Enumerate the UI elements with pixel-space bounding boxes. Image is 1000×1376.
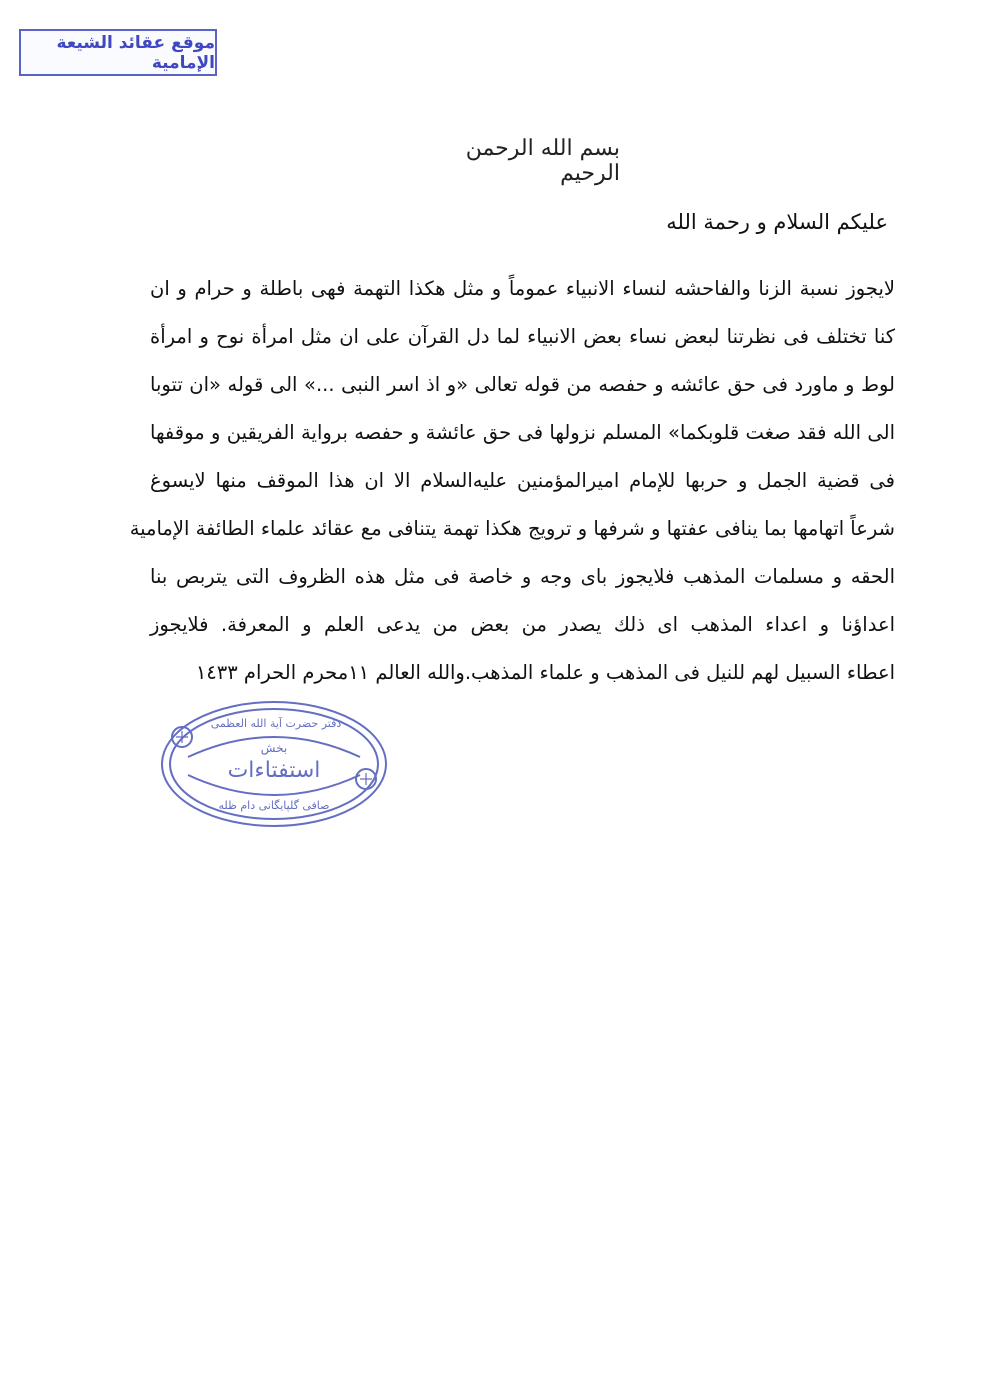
body-line: الى الله فقد صغت قلوبكما» المسلم نزولها فى حق عائشة و حفصه برواية الفريقين و موقفها [150, 421, 895, 444]
official-seal [158, 697, 390, 832]
seal-line-3: استفتاءات [227, 758, 321, 783]
body-line: الحقه و مسلمات المذهب فلايجوز باى وجه و خاصة فى مثل هذه الظروف التى يتربص بنا [150, 565, 895, 588]
body-line: لوط و ماورد فى حق عائشه و حفصه من قوله تعالى «و اذ اسر النبى ...» الى قوله «ان تتوبا [150, 373, 895, 396]
seal-bottom-text: صافى گلپايگانى دام ظله [218, 799, 330, 812]
body-line: لايجوز نسبة الزنا والفاحشه لنساء الانبياء عموماً و مثل هكذا التهمة فهى باطلة و حرام و ان [150, 277, 895, 300]
body-line: اعطاء السبيل لهم للنيل فى المذهب و علماء المذهب.والله العالم ١١محرم الحرام ١٤٣٣ [195, 661, 895, 684]
body-line: كنا تختلف فى نظرتنا لبعض نساء بعض الانبياء لما دل القرآن على ان مثل امرأة نوح و امرأة [150, 325, 895, 348]
body-line: فى قضية الجمل و حربها للإمام اميرالمؤمنين عليه‌السلام الا ان هذا الموقف منها لايسوغ [150, 469, 895, 492]
site-watermark [19, 29, 217, 76]
fatwa-body [129, 265, 895, 697]
seal-line-2: بخش [260, 741, 288, 755]
seal-stamp-icon [158, 697, 390, 832]
body-line: شرعاً اتهامها بما ينافى عفتها و شرفها و ترويج هكذا تهمة يتنافى مع عقائد علماء الطائفة الإمامية [129, 517, 895, 540]
basmala-heading: بسم الله الرحمن الرحيم [465, 136, 620, 186]
watermark-text: موقع عقائد الشيعة الإمامية [56, 32, 215, 73]
seal-top-text: دفتر حضرت آية الله العظمى [210, 717, 342, 730]
greeting-line: عليكم السلام و رحمة الله [666, 210, 888, 234]
body-line: اعداؤنا و اعداء المذهب اى ذلك يصدر من بعض من يدعى العلم و المعرفة. فلايجوز [150, 613, 895, 636]
